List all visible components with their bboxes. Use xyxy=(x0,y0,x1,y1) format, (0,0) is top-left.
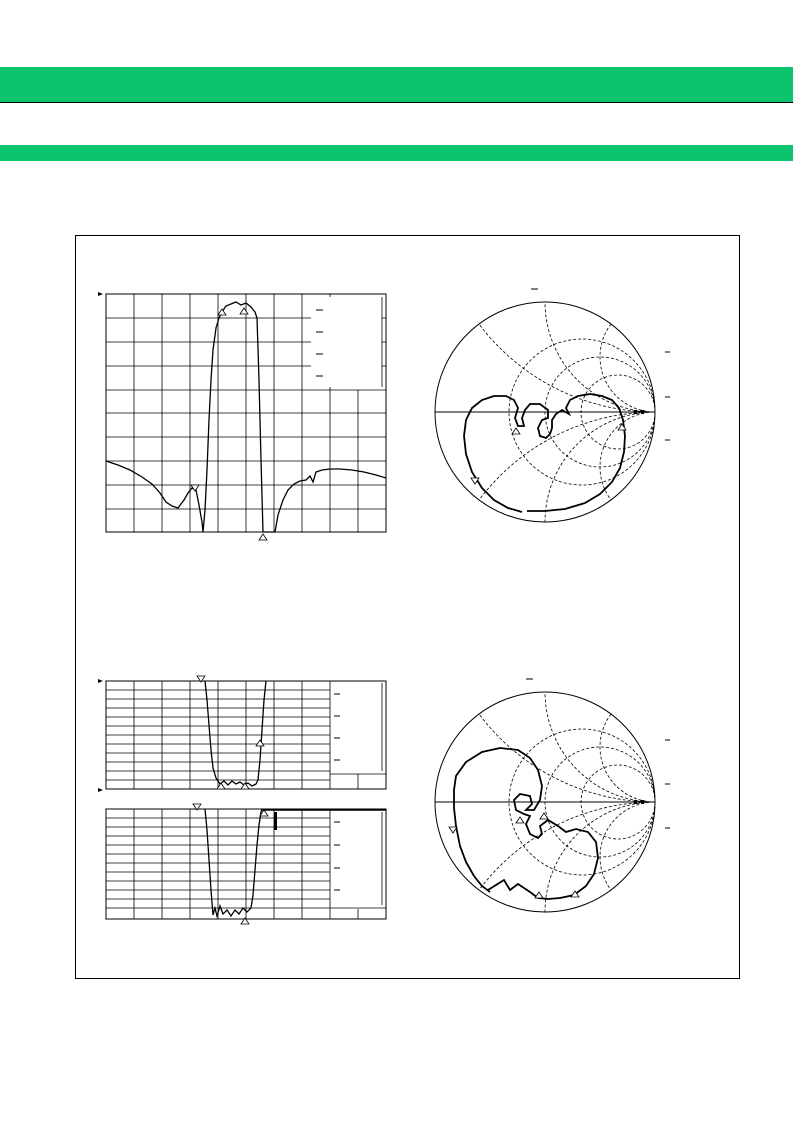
return-loss-plot-input xyxy=(98,676,386,789)
filter-response-plot xyxy=(98,292,386,540)
smith-chart-input xyxy=(435,0,793,852)
return-loss-plot-output xyxy=(98,788,386,924)
smith-chart-output xyxy=(435,362,793,1123)
